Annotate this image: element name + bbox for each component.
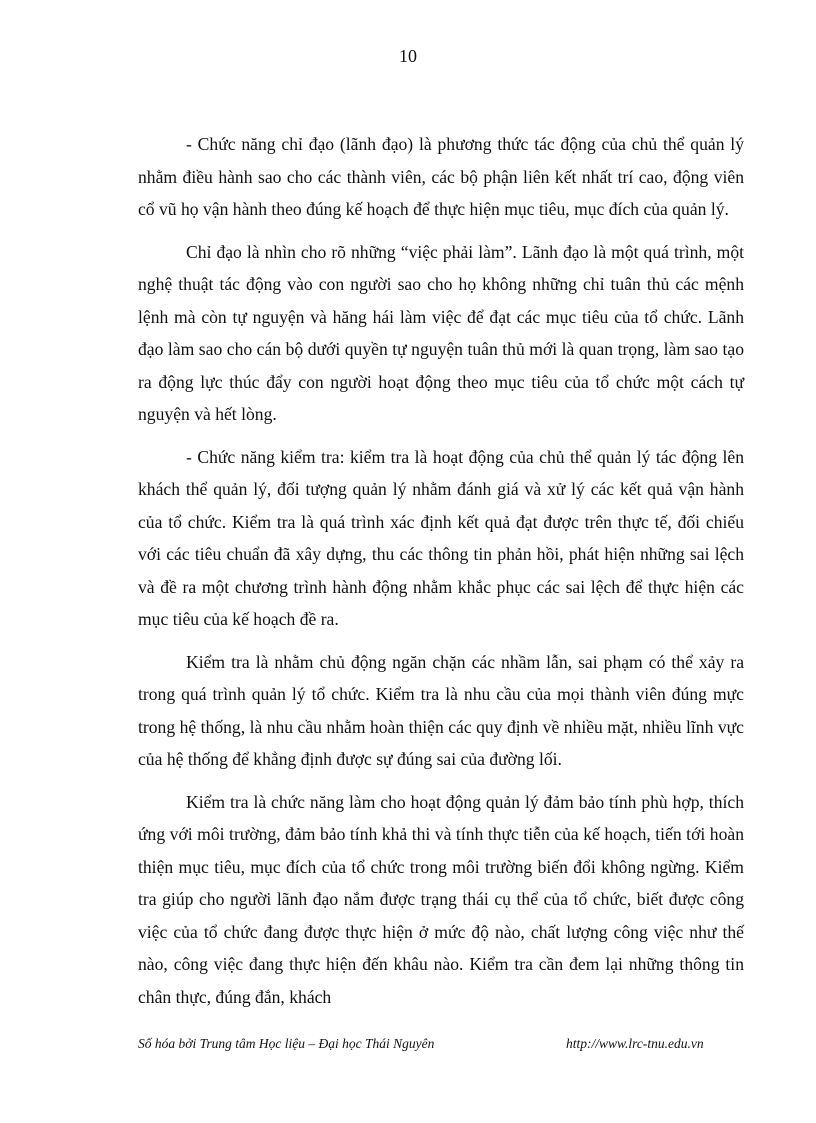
paragraph-control-purpose: Kiểm tra là nhằm chủ động ngăn chặn các nhầm lẫn, sai phạm có thể xảy ra trong quá trình quản lý tổ chức. Kiểm tra là nhu cầu của mọi thành viên đúng mực trong hệ thống, là nhu cầu nhằm hoàn thiện các quy định về nhiều mặt, nhiều lĩnh vực của hệ thống để khẳng định được sự đúng sai của đường lối. xyxy=(138,651,744,769)
page-number: 10 xyxy=(399,46,417,66)
paragraph-control-role: Kiểm tra là chức năng làm cho hoạt động quản lý đảm bảo tính phù hợp, thích ứng với môi trường, đảm bảo tính khả thi và tính thực tiễn của kế hoạch, tiến tới hoàn thiện mục tiêu, mục đích của tổ chức trong môi trường biến đổi không ngừng. Kiểm tra giúp cho người lãnh đạo nắm được trạng thái cụ thể của tổ chức, biết được công việc của tổ chức đang được thực hiện ở mức độ nào, chất lượng công việc như thế nào, công việc đang thực hiện đến khâu nào. Kiểm tra cần đem lại những thông tin chân thực, đúng đắn, khách xyxy=(138,791,744,1007)
footer-source: Số hóa bởi Trung tâm Học liệu – Đại học Thái Nguyên xyxy=(138,1036,435,1051)
footer-url: http://www.lrc-tnu.edu.vn xyxy=(566,1036,704,1051)
paragraph-directing-function: - Chức năng chỉ đạo (lãnh đạo) là phương thức tác động của chủ thể quản lý nhằm điều hành sao cho các thành viên, các bộ phận liên kết nhất trí cao, động viên cổ vũ họ vận hành theo đúng kế hoạch để thực hiện mục tiêu, mục đích của quản lý. xyxy=(138,134,744,219)
paragraph-leadership: Chỉ đạo là nhìn cho rõ những “việc phải làm”. Lãnh đạo là một quá trình, một nghệ thuật tác động vào con người sao cho họ không những chỉ tuân thủ các mệnh lệnh mà còn tự nguyện và hăng hái làm việc để đạt các mục tiêu của tổ chức. Lãnh đạo làm sao cho cán bộ dưới quyền tự nguyện tuân thủ mới là quan trọng, làm sao tạo ra động lực thúc đẩy con người hoạt động theo mục tiêu của tổ chức một cách tự nguyện và hết lòng. xyxy=(138,241,744,424)
document-body xyxy=(138,128,744,1023)
paragraph-control-function: - Chức năng kiểm tra: kiểm tra là hoạt động của chủ thể quản lý tác động lên khách thể quản lý, đối tượng quản lý nhằm đánh giá và xử lý các kết quả vận hành của tổ chức. Kiểm tra là quá trình xác định kết quả đạt được trên thực tế, đối chiếu với các tiêu chuẩn đã xây dựng, thu các thông tin phản hồi, phát hiện những sai lệch và đề ra một chương trình hành động nhằm khắc phục các sai lệch để thực hiện các mục tiêu của kế hoạch đề ra. xyxy=(138,446,744,629)
